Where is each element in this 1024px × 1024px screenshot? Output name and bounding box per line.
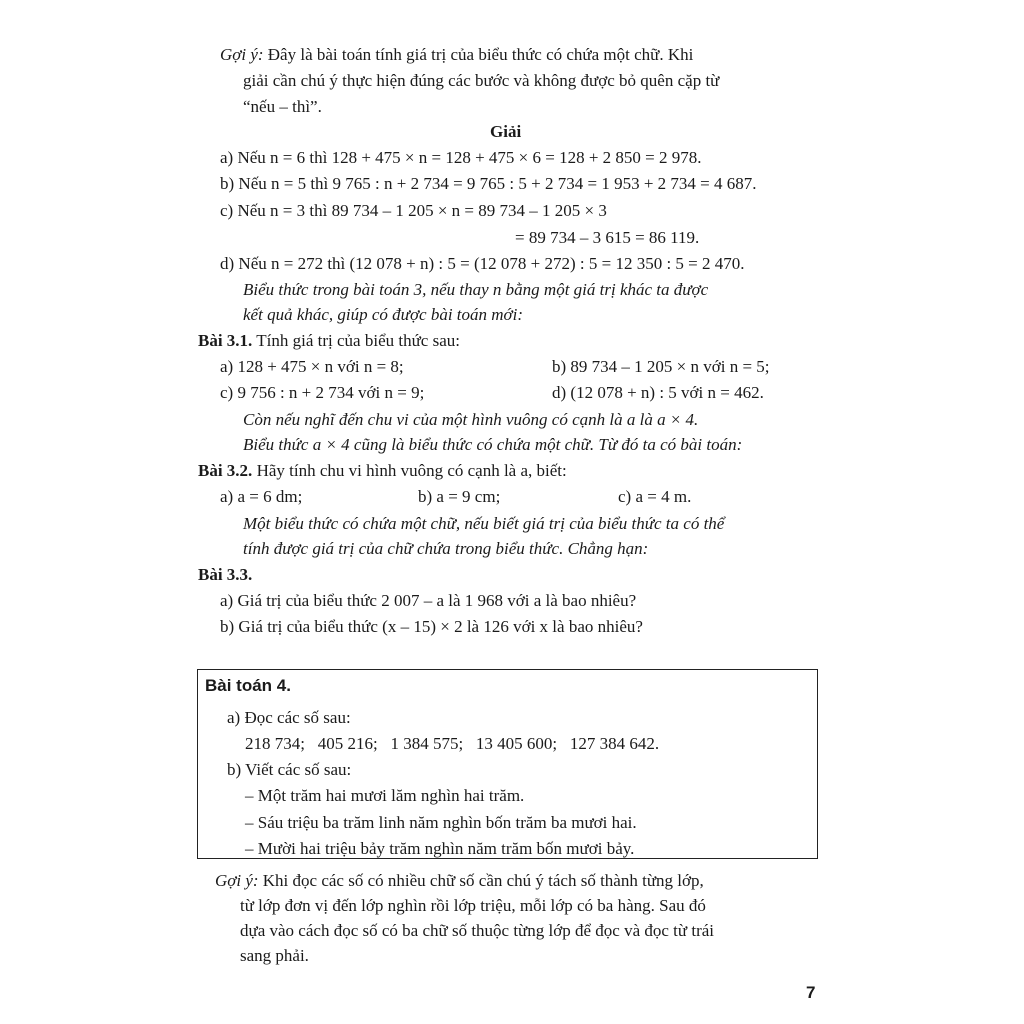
exercise-label: Bài 3.1. [198,331,253,350]
exercise-item: b) a = 9 cm; [418,487,501,506]
solution-line-d: d) Nếu n = 272 thì (12 078 + n) : 5 = (12 078 + 272) : 5 = 12 350 : 5 = 2 470. [220,254,745,273]
exercise-item: c) 9 756 : n + 2 734 với n = 9; [220,383,425,402]
exercise-item: d) (12 078 + n) : 5 với n = 462. [552,383,764,402]
exercise-item: a) 128 + 475 × n với n = 8; [220,357,404,376]
solution-line-b: b) Nếu n = 5 thì 9 765 : n + 2 734 = 9 765 : 5 + 2 734 = 1 953 + 2 734 = 4 687. [220,174,757,193]
exercise-item: b) 89 734 – 1 205 × n với n = 5; [552,357,770,376]
problem-4-item: – Sáu triệu ba trăm linh năm nghìn bốn trăm ba mươi hai. [245,813,637,832]
note-line: Biểu thức trong bài toán 3, nếu thay n bằng một giá trị khác ta được [243,280,709,299]
hint-paragraph [215,868,704,894]
problem-4-title: Bài toán 4. [205,676,291,695]
exercise-item: a) a = 6 dm; [220,487,303,506]
hint-text-line: giải cần chú ý thực hiện đúng các bước và không được bỏ quên cặp từ [243,71,720,90]
page-number: 7 [806,983,816,1002]
hint-text-line: sang phải. [240,946,309,965]
exercise-text: Hãy tính chu vi hình vuông có cạnh là a, biết: [256,461,567,480]
note-line: tính được giá trị của chữ chứa trong biểu thức. Chẳng hạn: [243,539,649,558]
hint-text-line: từ lớp đơn vị đến lớp nghìn rồi lớp triệu, mỗi lớp có ba hàng. Sau đó [240,896,706,915]
solution-line-a: a) Nếu n = 6 thì 128 + 475 × n = 128 + 475 × 6 = 128 + 2 850 = 2 978. [220,148,702,167]
problem-4-numbers: 218 734; 405 216; 1 384 575; 13 405 600; 127 384 642. [245,734,660,753]
hint-text-line: dựa vào cách đọc số có ba chữ số thuộc từng lớp để đọc và đọc từ trái [240,921,715,940]
problem-4-part-a: a) Đọc các số sau: [227,708,351,727]
exercise-item: a) Giá trị của biểu thức 2 007 – a là 1 968 với a là bao nhiêu? [220,591,637,610]
hint-paragraph [220,42,693,68]
problem-4-part-b: b) Viết các số sau: [227,760,352,779]
solution-heading: Giải [490,122,522,141]
solution-line-c-continued: = 89 734 – 3 615 = 86 119. [515,228,700,247]
exercise-3-2-title [198,458,567,484]
hint-text-line: “nếu – thì”. [243,97,322,116]
exercise-3-3-label: Bài 3.3. [198,565,253,584]
hint-text-line: Đây là bài toán tính giá trị của biểu thức có chứa một chữ. Khi [267,45,694,64]
hint-label: Gợi ý: [215,871,259,890]
exercise-item: c) a = 4 m. [618,487,692,506]
exercise-label: Bài 3.2. [198,461,253,480]
problem-4-item: – Một trăm hai mươi lăm nghìn hai trăm. [245,786,525,805]
exercise-item: b) Giá trị của biểu thức (x – 15) × 2 là 126 với x là bao nhiêu? [220,617,643,636]
note-line: kết quả khác, giúp có được bài toán mới: [243,305,523,324]
note-line: Một biểu thức có chứa một chữ, nếu biết giá trị của biểu thức ta có thể [243,514,725,533]
note-line: Biểu thức a × 4 cũng là biểu thức có chứa một chữ. Từ đó ta có bài toán: [243,435,743,454]
note-line: Còn nếu nghĩ đến chu vi của một hình vuông có cạnh là a là a × 4. [243,410,699,429]
exercise-3-1-title [198,328,460,354]
problem-4-item: – Mười hai triệu bảy trăm nghìn năm trăm bốn mươi bảy. [245,839,635,858]
hint-text-line: Khi đọc các số có nhiều chữ số cần chú ý tách số thành từng lớp, [262,871,704,890]
solution-line-c: c) Nếu n = 3 thì 89 734 – 1 205 × n = 89 734 – 1 205 × 3 [220,201,607,220]
exercise-text: Tính giá trị của biểu thức sau: [256,331,460,350]
hint-label: Gợi ý: [220,45,264,64]
